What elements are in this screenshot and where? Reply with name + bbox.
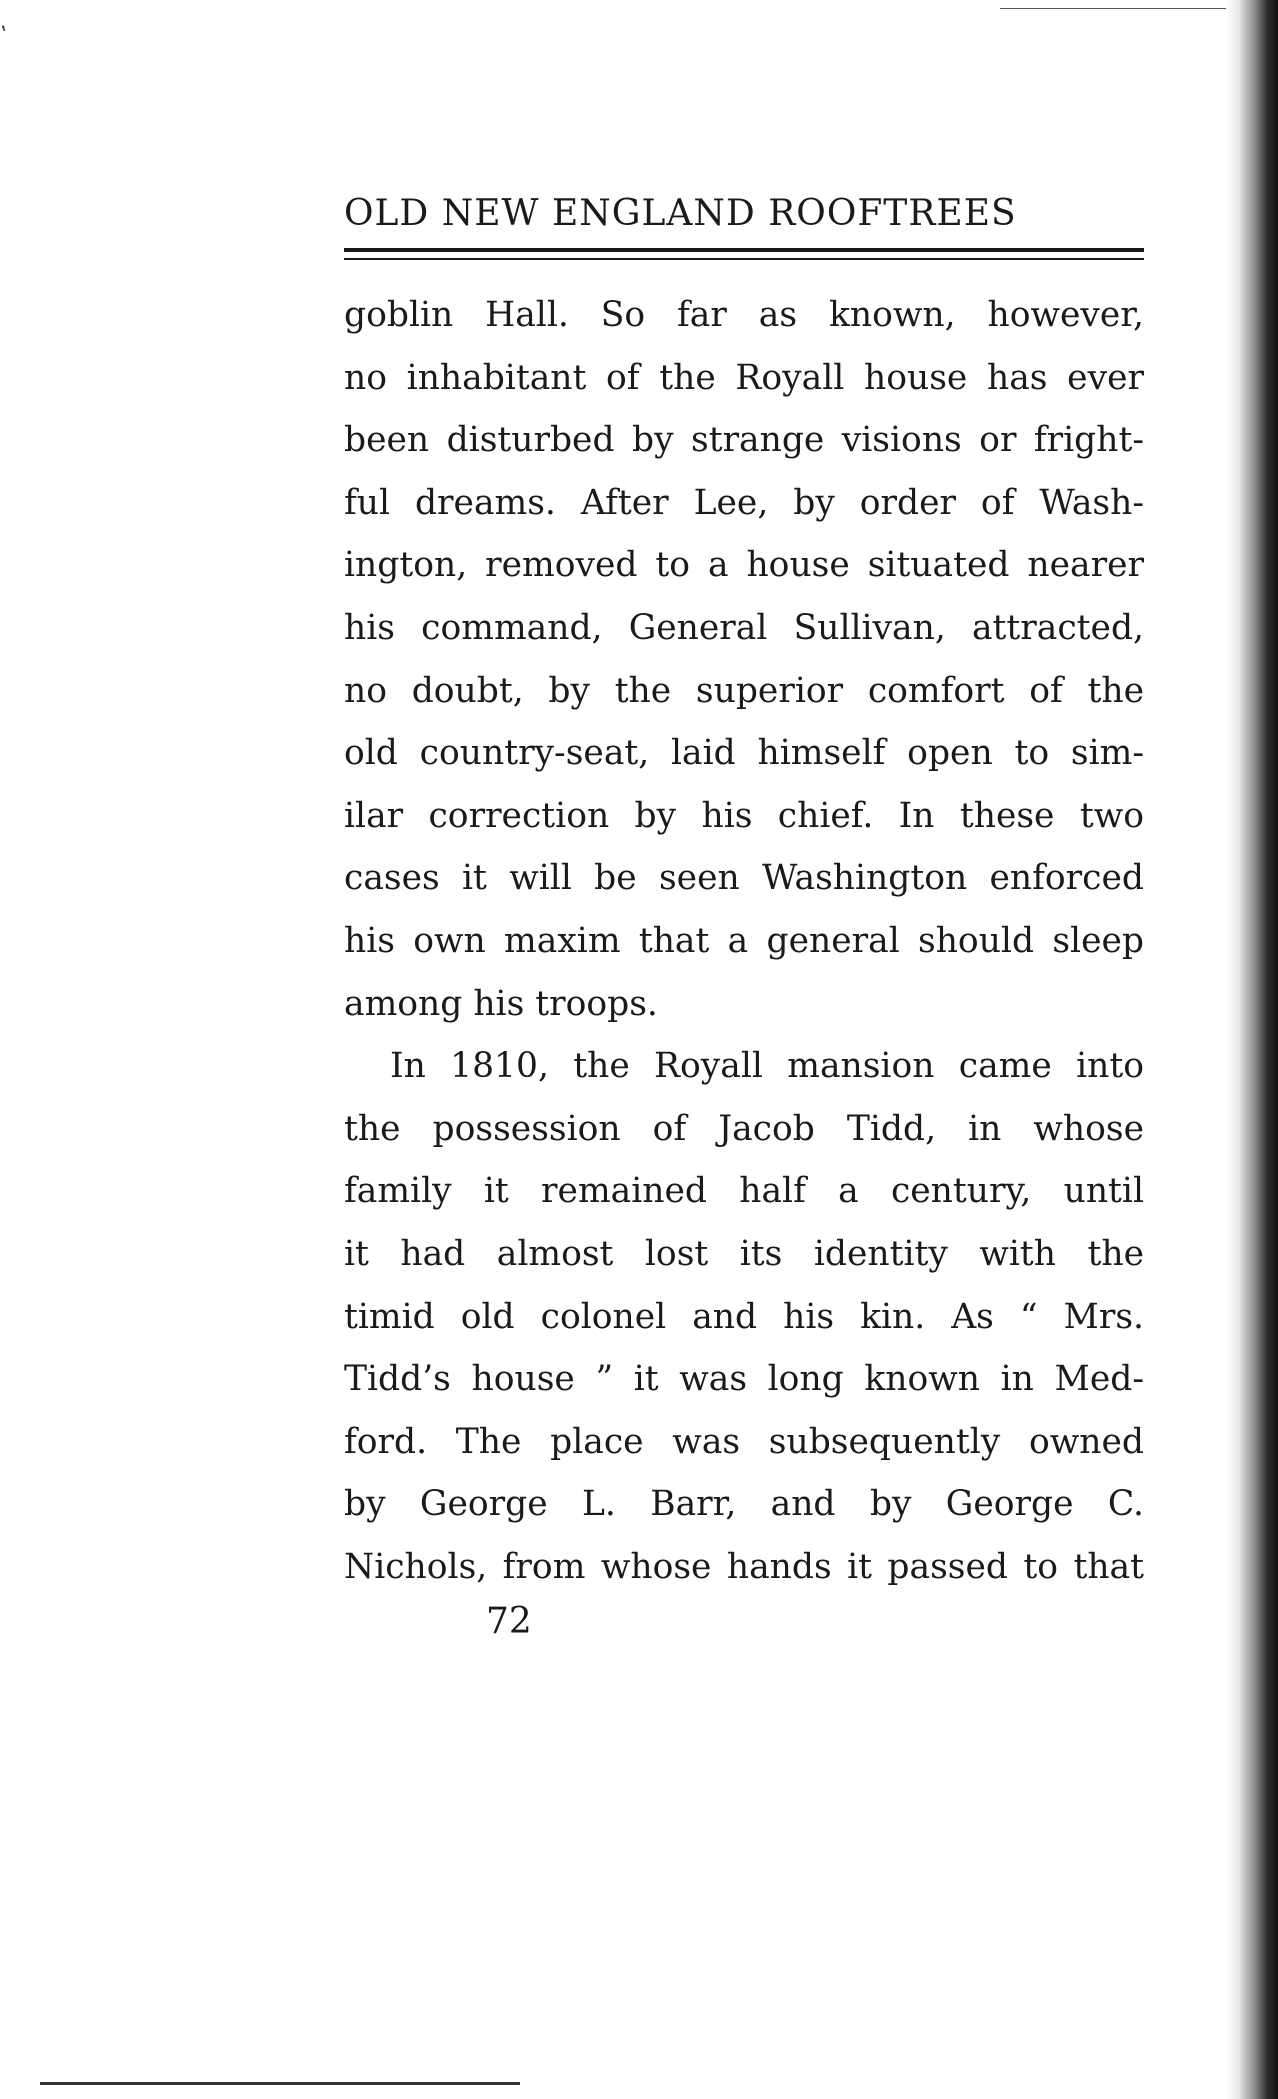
binding-edge-shadow bbox=[1226, 0, 1278, 2099]
text-line: ilar correction by his chief. In these two bbox=[344, 795, 1144, 836]
text-line: old country-seat, laid himself open to sim- bbox=[344, 733, 1144, 774]
text-line: Tidd’s house ” it was long known in Med- bbox=[344, 1359, 1144, 1400]
text-line: goblin Hall. So far as known, however, bbox=[344, 295, 1144, 335]
text-line: family it remained half a century, until bbox=[344, 1171, 1144, 1212]
running-head: OLD NEW ENGLAND ROOFTREES bbox=[344, 193, 1017, 234]
text-line: Nichols, from whose hands it passed to that bbox=[344, 1546, 1144, 1587]
text-line: among his troops. bbox=[344, 983, 658, 1024]
header-rule-thick bbox=[344, 248, 1144, 252]
text-line: the possession of Jacob Tidd, in whose bbox=[344, 1108, 1144, 1149]
scan-bottom-rule bbox=[40, 2082, 520, 2085]
text-line: ington, removed to a house situated nearer bbox=[344, 545, 1144, 586]
text-line: ford. The place was subsequently owned bbox=[344, 1421, 1144, 1462]
page-number: 72 bbox=[486, 1601, 532, 1642]
header-rule-thin bbox=[344, 258, 1144, 260]
text-line: cases it will be seen Washington enforced bbox=[344, 858, 1144, 899]
text-line: no inhabitant of the Royall house has ever bbox=[344, 357, 1144, 398]
text-line: his command, General Sullivan, attracted, bbox=[344, 607, 1144, 648]
text-line: timid old colonel and his kin. As “ Mrs. bbox=[344, 1296, 1144, 1337]
corner-mark: ʽ bbox=[0, 26, 7, 51]
text-line: it had almost lost its identity with the bbox=[344, 1233, 1144, 1274]
body-text bbox=[344, 284, 1144, 1598]
text-line: by George L. Barr, and by George C. bbox=[344, 1484, 1144, 1525]
text-line: In 1810, the Royall mansion came into bbox=[390, 1046, 1144, 1087]
text-line: ful dreams. After Lee, by order of Wash- bbox=[344, 482, 1144, 523]
scan-top-rule bbox=[1000, 8, 1230, 9]
text-line: been disturbed by strange visions or fright- bbox=[344, 420, 1144, 461]
text-line: his own maxim that a general should sleep bbox=[344, 920, 1144, 961]
text-line: no doubt, by the superior comfort of the bbox=[344, 670, 1144, 711]
